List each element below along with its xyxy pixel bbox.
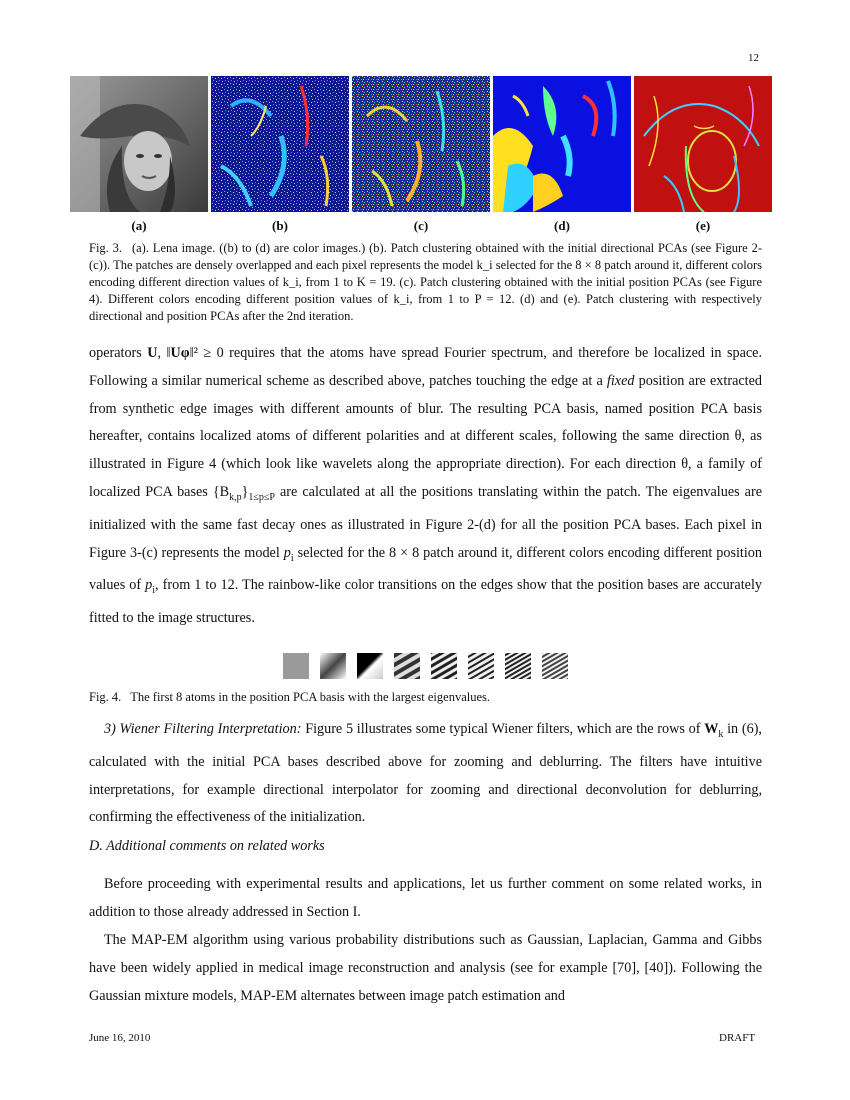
figure-4-caption-text: The first 8 atoms in the position PCA basis with the largest eigenvalues. [130,690,491,704]
figure-4-atoms [283,653,583,679]
figure-3 [70,76,772,212]
paragraph-map-em: The MAP-EM algorithm using various probability distributions such as Gaussian, Laplacian, Gamma and Gibbs have been widely applied in medical image reconstruction and analysis (see for example [70], [40]). Following the Gaussian mixture models, MAP-EM alternates between image patch estimation and [89,932,762,1004]
figure-3a-lena-image [70,76,208,212]
math-subscript: i [152,585,156,597]
text-run: in (6), calculated with the initial PCA bases described above for zooming and deblurring. The filters have intuitive interpretations, for example directional interpolator for zooming and directional deconvolution for deblurring, confirming the effectiveness of the initialization. [89,721,762,826]
atom-1 [283,653,309,679]
figure-3a-label: (a) [131,218,147,233]
paragraph-related-works-intro: Before proceeding with experimental results and applications, let us further comment on some related works, in addition to those already addressed in Section I. [89,876,762,920]
atom-4 [394,653,420,679]
math-subscript: k [718,729,724,740]
figure-3-caption [89,240,762,325]
text-run: , from 1 to 12. The rainbow-like color transitions on the edges show that the position bases are accurately fitted to the image structures. [89,577,762,627]
footer-date: June 16, 2010 [89,1032,151,1044]
atom-7 [505,653,531,679]
figure-3d-label: (d) [554,218,570,233]
figure-3b-label: (b) [272,218,288,233]
figure-3-caption-label: Fig. 3. [89,241,123,255]
footer-draft: DRAFT [719,1032,756,1044]
figure-3e-position-clustering-iteration-2 [634,76,772,212]
atom-8 [542,653,568,679]
math-p: p [145,577,153,594]
text-run: ‖² ≥ 0 requires that the atoms have spread Fourier spectrum, and therefore be localized in space. Following a similar numerical scheme as described above, patches touching the edge at a [89,345,763,389]
paragraph-wiener-filtering [89,716,762,832]
figure-3d-directional-clustering-iteration-2 [493,76,631,212]
text-run: , ‖ [157,345,171,361]
atom-2 [320,653,346,679]
figure-3-caption-text: (a). Lena image. ((b) to (d) are color images.) (b). Patch clustering obtained with the initial directional PCAs (see Figure 2-(c)). The patches are densely overlapped and each pixel represents the model k_i selected for the 8 × 8 patch around it, different colors encoding different direction values of k_i, from 1 to K = 19. (c). Patch clustering obtained with the initial position PCAs (see Figure 4). Different colors encoding different position values of k_i, from 1 to P = 12. (d) and (e). Patch clustering with respectively directional and position PCAs after the 2nd iteration. [89,241,762,323]
figure-3c-label: (c) [413,218,429,233]
section-heading-d: D. Additional comments on related works [89,838,325,854]
subsection-heading-wiener: 3) Wiener Filtering Interpretation: [104,721,302,737]
text-run: Figure 5 illustrates some typical Wiener filters, which are the rows of [301,721,705,737]
text-run: position are extracted from synthetic edge images with different amounts of blur. The resulting PCA basis, named position PCA basis hereafter, contains localized atoms of different polarities and at different scales, following the same direction θ, as illustrated in Figure 4 (which look like wavelets along the appropriate direction). For each direction θ, a family of localized PCA bases {B [89,372,762,500]
atom-6 [468,653,494,679]
figure-3b-directional-clustering [211,76,349,212]
text-run: } [241,483,249,500]
atom-5 [431,653,457,679]
math-U-phi: Uφ [170,345,190,361]
math-subscript: i [290,552,294,564]
math-subscript: 1≤p≤P [248,491,275,503]
page-number: 12 [748,52,759,64]
text-run: operators [89,345,148,361]
atom-3 [357,653,383,679]
figure-3c-position-clustering [352,76,490,212]
paragraph-position-pca [89,340,762,633]
math-W: W [704,721,719,737]
emphasis-fixed: fixed [606,372,635,389]
text-run: are calculated at all the positions translating within the patch. The eigenvalues are initialized with the same fast decay ones as illustrated in Figure 2-(d) for all the position PCA bases. Each pixel in Figure 3-(c) represents the model [89,483,762,561]
figure-4-caption [89,689,762,706]
figure-4-caption-label: Fig. 4. [89,690,122,704]
text-run: selected for the 8 × 8 patch around it, different colors encoding different position values of [89,544,762,594]
figure-3e-label: (e) [695,218,711,233]
math-subscript: k,p [229,491,242,503]
math-p: p [283,544,291,561]
math-U: U [147,345,158,361]
